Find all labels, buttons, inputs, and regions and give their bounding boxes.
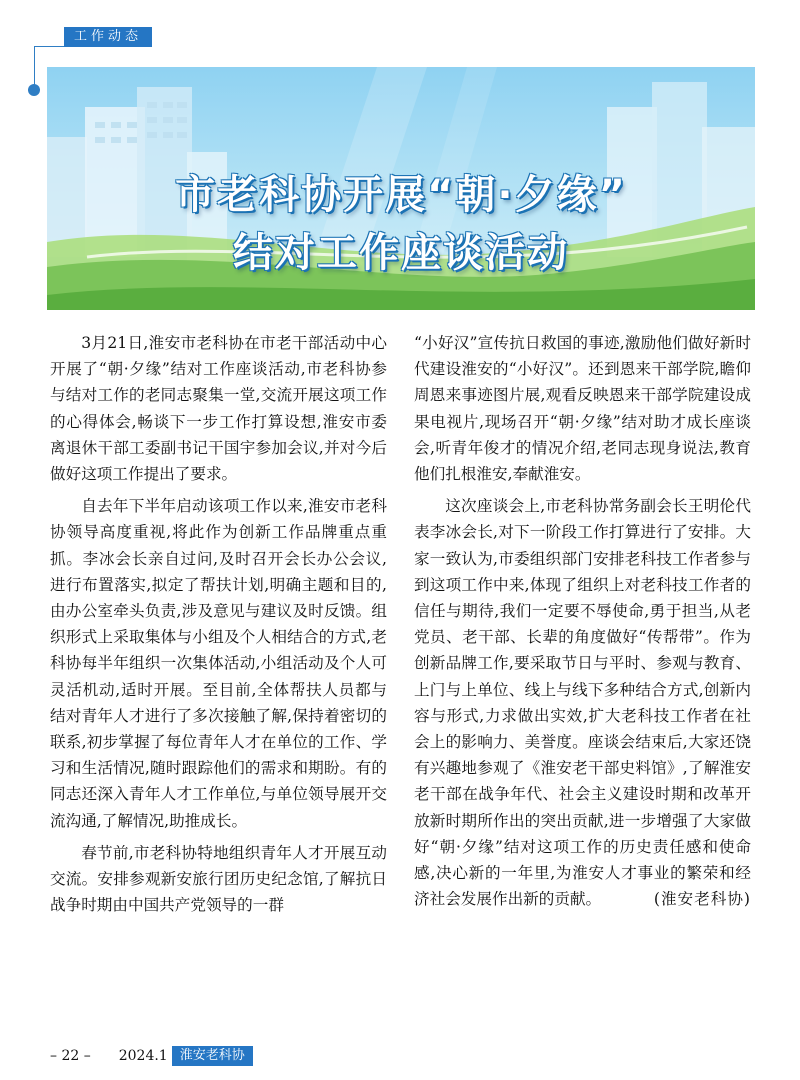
header-rule-vertical — [34, 46, 35, 86]
issue-label: 2024.1 — [118, 1048, 168, 1064]
article-credit: (淮安老科协) — [653, 890, 751, 909]
article-paragraph: 春节前,市老科协特地组织青年人才开展互动交流。安排参观新安旅行团历史纪念馆,了解抗日战争时期由中国共产党领导的一群 — [50, 843, 387, 915]
article-paragraph: 3月21日,淮安市老科协在市老干部活动中心开展了“朝·夕缘”结对工作座谈活动,市老科协参与结对工作的老同志聚集一堂,交流开展这项工作的心得体会,畅谈下一步工作打算设想,淮安市委离退休干部工委副书记干国宇参加会议,并对今后做好这项工作提出了要求。 — [50, 334, 387, 484]
article-column-left — [50, 330, 387, 924]
article-paragraph — [414, 493, 751, 912]
page-number: – 22 – — [50, 1048, 91, 1064]
page-footer — [50, 1045, 253, 1067]
article-title-line-1: 市老科协开展“朝·夕缘” — [175, 172, 627, 218]
article-banner — [47, 67, 755, 310]
article-paragraph-continued: “小好汉”宣传抗日救国的事迹,激励他们做好新时代建设淮安的“小好汉”。还到恩来干部学院,瞻仰周恩来事迹图片展,观看反映恩来干部学院建设成果电视片,现场召开“朝·夕缘”结对助才成长座谈会,听青年俊才的情况介绍,老同志现身说法,教育他们扎根淮安,奉献淮安。 — [414, 334, 751, 484]
header-rule-dot — [28, 84, 40, 96]
article-title-line-2: 结对工作座谈活动 — [233, 230, 569, 276]
section-tag: 工作动态 — [64, 27, 152, 47]
article-paragraph: 自去年下半年启动该项工作以来,淮安市老科协领导高度重视,将此作为创新工作品牌重点重抓。李冰会长亲自过问,及时召开会长办公会议,进行布置落实,拟定了帮扶计划,明确主题和目的,由办公室牵头负责,涉及意见与建议及时反馈。组织形式上采取集体与小组及个人相结合的方式,老科协每半年组织一次集体活动,小组活动及个人可灵活机动,适时开展。至目前,全体帮扶人员都与结对青年人才进行了多次接触了解,保持着密切的联系,初步掌握了每位青年人才在单位的工作、学习和生活情况,随时跟踪他们的需求和期盼。有的同志还深入青年人才工作单位,与单位领导展开交流沟通,了解情况,助推成长。 — [50, 497, 387, 830]
article-paragraph-text: 这次座谈会上,市老科协常务副会长王明伦代表李冰会长,对下一阶段工作打算进行了安排。大家一致认为,市委组织部门安排老科技工作者参与到这项工作中来,体现了组织上对老科技工作者的信任与期待,我们一定要不辱使命,勇于担当,从老党员、老干部、长辈的角度做好“传帮带”。作为创新品牌工作,要采取节日与平时、参观与教育、上门与上单位、线上与线下多种结合方式,创新内容与形式,力求做出实效,扩大老科技工作者在社会上的影响力、美誉度。座谈会结束后,大家还饶有兴趣地参观了《淮安老干部史料馆》,了解淮安老干部在战争年代、社会主义建设时期和改革开放新时期所作出的突出贡献,进一步增强了大家做好“朝·夕缘”结对这项工作的历史责任感和使命感,决心新的一年里,为淮安人才事业的繁荣和经济社会发展作出新的贡献。 — [414, 497, 751, 909]
magazine-name: 淮安老科协 — [172, 1046, 253, 1066]
article-column-right — [414, 330, 751, 918]
